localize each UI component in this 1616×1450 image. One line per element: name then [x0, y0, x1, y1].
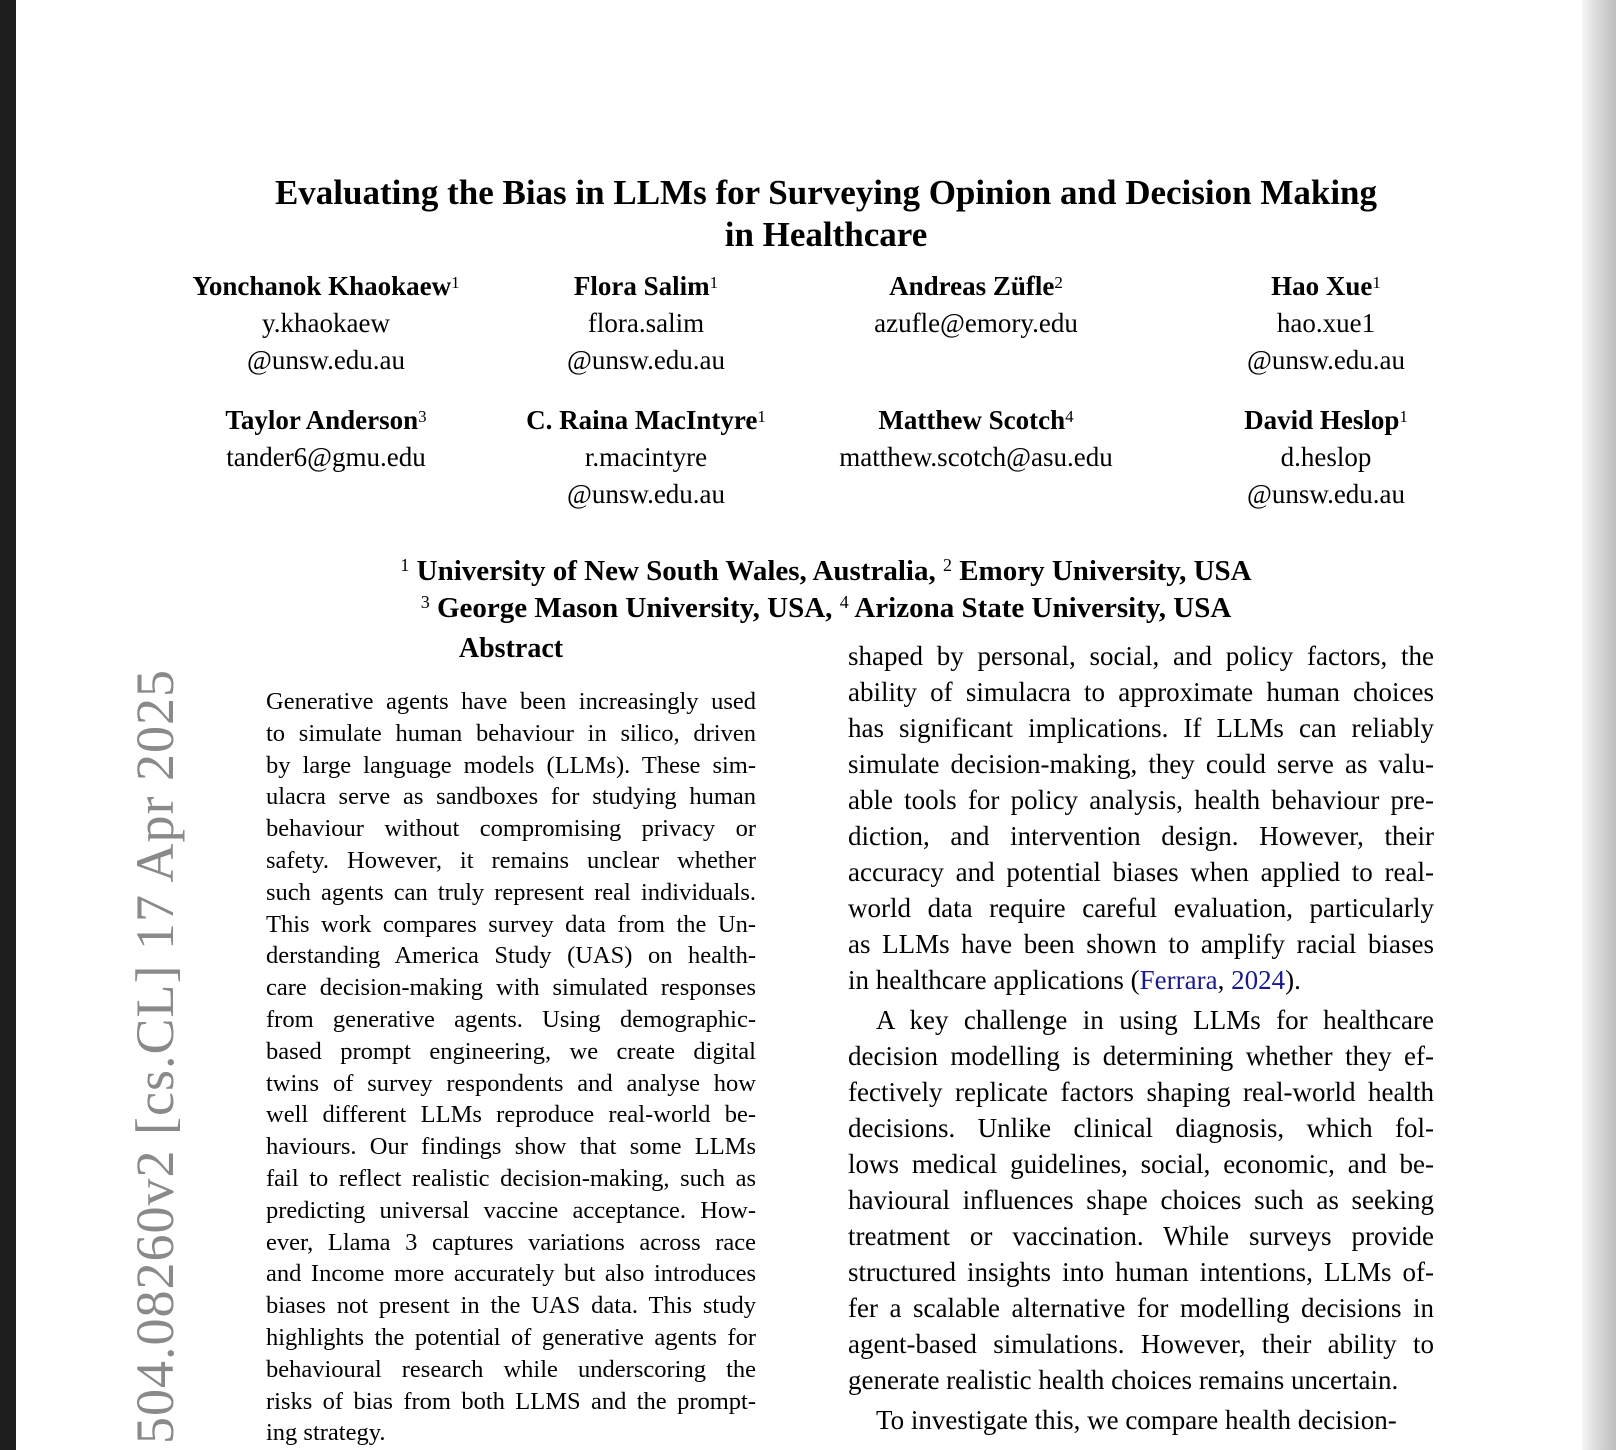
abstract-line: ulacra serve as sandboxes for studying human	[266, 783, 756, 811]
affil-text: Arizona State University, USA	[848, 592, 1232, 624]
cite-year: 2024	[1231, 965, 1286, 995]
abstract-line: risks of bias from both LLMS and the prompt-	[266, 1387, 756, 1415]
abstract-line: biases not present in the UAS data. This study	[266, 1292, 756, 1320]
author-block	[1176, 268, 1476, 379]
abstract-line: well different LLMs reproduce real-world be-	[266, 1101, 756, 1129]
abstract-line: to simulate human behaviour in silico, driven	[266, 719, 756, 747]
affil-mark: 2	[942, 555, 952, 575]
body-line: accuracy and potential biases when applied to real-	[848, 857, 1434, 887]
author-block	[806, 402, 1146, 476]
body-line: ability of simulacra to approximate human choices	[848, 677, 1434, 707]
author-name: Hao Xue	[1271, 271, 1373, 301]
abstract-line: twins of survey respondents and analyse how	[266, 1069, 756, 1097]
author-email-domain: @unsw.edu.au	[566, 479, 726, 509]
text: ).	[1285, 965, 1301, 995]
paragraph-1-last-line	[848, 962, 1434, 998]
body-line: A key challenge in using LLMs for healthcare	[876, 1005, 1434, 1035]
author-name: David Heslop	[1244, 405, 1400, 435]
abstract-line: derstanding America Study (UAS) on health-	[266, 942, 756, 970]
abstract-line: by large language models (LLMs). These sim-	[266, 751, 756, 779]
body-line: lows medical guidelines, social, economic, and be-	[848, 1149, 1434, 1179]
author-email-domain: @unsw.edu.au	[1246, 345, 1406, 375]
affil-mark: 1	[400, 555, 410, 575]
body-line: world data require careful evaluation, particularly	[848, 893, 1434, 923]
author-email-domain: @unsw.edu.au	[246, 345, 406, 375]
body-line: generate realistic health choices remains uncertain.	[848, 1365, 1399, 1395]
body-line: diction, and intervention design. However, their	[848, 821, 1434, 851]
author-email-domain: @unsw.edu.au	[566, 345, 726, 375]
cite-author: Ferrara	[1139, 965, 1218, 995]
body-line: as LLMs have been shown to amplify racial biases	[848, 929, 1434, 959]
author-email: azufle@emory.edu	[874, 308, 1078, 338]
body-line: decisions. Unlike clinical diagnosis, which fol-	[848, 1113, 1434, 1143]
arxiv-stamp: 504.08260v2 [cs.CL] 17 Apr 2025	[125, 669, 185, 1444]
author-affil-mark: 1	[709, 273, 719, 292]
author-email: hao.xue1	[1276, 308, 1376, 338]
affil-text: University of New South Wales, Australia,	[409, 555, 943, 587]
body-line: treatment or vaccination. While surveys provide	[848, 1221, 1434, 1251]
paper-page	[16, 0, 1582, 1450]
right-column	[848, 638, 1434, 1438]
body-line: able tools for policy analysis, health behaviour pre-	[848, 785, 1434, 815]
author-block	[156, 402, 496, 476]
paragraph-3-first-line: To investigate this, we compare health decision-	[876, 1405, 1397, 1435]
text: in healthcare applications (	[848, 965, 1140, 995]
abstract-line: such agents can truly represent real individuals.	[266, 878, 756, 906]
abstract-line: haviours. Our findings show that some LLMs	[266, 1133, 756, 1161]
abstract-line: behaviour without compromising privacy or	[266, 815, 756, 843]
author-affil-mark: 1	[451, 273, 460, 292]
abstract-line: This work compares survey data from the Un-	[266, 910, 756, 938]
abstract-line: predicting universal vaccine acceptance. How-	[266, 1196, 756, 1224]
author-email: matthew.scotch@asu.edu	[839, 442, 1113, 472]
abstract-body	[266, 686, 756, 1449]
author-email: r.macintyre	[584, 442, 708, 472]
author-email: flora.salim	[587, 308, 705, 338]
abstract-heading: Abstract	[458, 633, 564, 664]
paper-title	[156, 172, 1496, 256]
author-block	[1176, 402, 1476, 513]
paragraph-2	[848, 1002, 1434, 1398]
affil-text: George Mason University, USA,	[429, 592, 840, 624]
author-affil-mark: 1	[1372, 273, 1381, 292]
body-line: structured insights into human intentions, LLMs of-	[848, 1257, 1434, 1287]
affil-mark: 4	[839, 592, 849, 612]
author-name: Matthew Scotch	[878, 405, 1066, 435]
author-email: d.heslop	[1280, 442, 1372, 472]
viewer-right-edge	[1582, 0, 1616, 1450]
abstract-line: fail to reflect realistic decision-making, such as	[266, 1164, 756, 1192]
paragraph-1	[848, 638, 1434, 962]
abstract-line: behavioural research while underscoring the	[266, 1355, 756, 1383]
author-name: Taylor Anderson	[225, 405, 419, 435]
citation-link[interactable]	[1140, 965, 1285, 995]
author-block	[806, 268, 1146, 342]
affiliations	[156, 553, 1496, 627]
affiliation-line-2	[156, 590, 1496, 627]
author-email-domain: @unsw.edu.au	[1246, 479, 1406, 509]
body-line: havioural influences shape choices such as seeking	[848, 1185, 1434, 1215]
abstract-line: ing strategy.	[266, 1419, 386, 1447]
abstract-line: highlights the potential of generative agents for	[266, 1323, 756, 1351]
author-affil-mark: 4	[1065, 407, 1074, 426]
title-line-2: in Healthcare	[724, 215, 928, 254]
body-line: has significant implications. If LLMs can reliably	[848, 713, 1434, 743]
affiliation-line-1	[156, 553, 1496, 590]
affil-text: Emory University, USA	[951, 555, 1252, 587]
author-name: C. Raina MacIntyre	[526, 405, 758, 435]
abstract-line: based prompt engineering, we create digital	[266, 1037, 756, 1065]
abstract-line: Generative agents have been increasingly used	[266, 688, 756, 715]
body-line: simulate decision-making, they could serve as valu-	[848, 749, 1434, 779]
body-line: shaped by personal, social, and policy factors, the	[848, 641, 1434, 671]
abstract-line: care decision-making with simulated responses	[266, 974, 756, 1002]
author-block	[486, 402, 806, 513]
author-block	[156, 268, 496, 379]
title-line-1: Evaluating the Bias in LLMs for Surveying Opinion and Decision Making	[274, 173, 1378, 212]
abstract-line: from generative agents. Using demographic-	[266, 1005, 756, 1033]
body-line: decision modelling is determining whether they ef-	[848, 1041, 1434, 1071]
author-name: Andreas Züfle	[889, 271, 1055, 301]
abstract-line: ever, Llama 3 captures variations across race	[266, 1228, 756, 1256]
author-email: tander6@gmu.edu	[226, 442, 426, 472]
body-line: fectively replicate factors shaping real-world health	[848, 1077, 1434, 1107]
author-email: y.khaokaew	[262, 308, 390, 338]
affil-mark: 3	[420, 592, 430, 612]
author-affil-mark: 3	[418, 407, 427, 426]
body-line: fer a scalable alternative for modelling decisions in	[848, 1293, 1434, 1323]
author-affil-mark: 2	[1054, 273, 1063, 292]
author-affil-mark: 1	[757, 407, 766, 426]
viewer-left-edge	[0, 0, 16, 1450]
abstract-line: safety. However, it remains unclear whether	[266, 846, 756, 874]
author-affil-mark: 1	[1399, 407, 1408, 426]
body-line: agent-based simulations. However, their ability to	[848, 1329, 1434, 1359]
cite-sep: ,	[1217, 965, 1232, 995]
abstract-line: and Income more accurately but also introduces	[266, 1260, 756, 1288]
author-block	[486, 268, 806, 379]
author-name: Flora Salim	[573, 271, 710, 301]
author-name: Yonchanok Khaokaew	[192, 271, 452, 301]
